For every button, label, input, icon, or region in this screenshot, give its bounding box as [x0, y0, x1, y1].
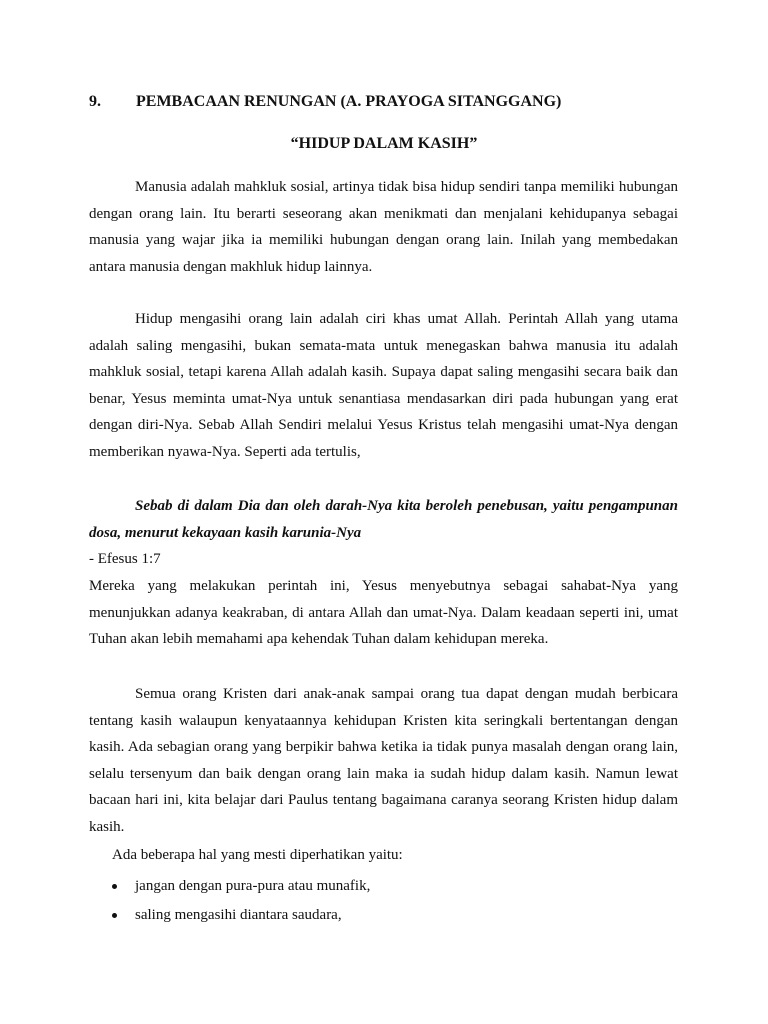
- bible-quote: Sebab di dalam Dia dan oleh darah-Nya kita beroleh penebusan, yaitu pengampunan dosa, menurut kekayaan kasih karunia-Nya: [89, 498, 678, 541]
- bible-reference: - Efesus 1:7: [89, 551, 161, 567]
- paragraph-4: Semua orang Kristen dari anak-anak sampai orang tua dapat dengan mudah berbicara tentang kasih walaupun kenyataannya kehidupan Kristen kita seringkali bertentangan dengan kasih. Ada sebagian orang yang berpikir bahwa ketika ia tidak punya masalah dengan orang lain, selalu tersenyum dan baik dengan orang lain maka ia sudah hidup dalam kasih. Namun lewat bacaan hari ini, kita belajar dari Paulus tentang bagaimana caranya seorang Kristen hidup dalam kasih.: [89, 686, 678, 835]
- section-number: 9.: [89, 93, 101, 110]
- bullet-icon: [112, 884, 117, 889]
- list-item: [112, 901, 370, 930]
- list-intro: Ada beberapa hal yang mesti diperhatikan yaitu:: [112, 847, 403, 863]
- paragraph-1: Manusia adalah mahkluk sosial, artinya tidak bisa hidup sendiri tanpa memiliki hubungan dengan orang lain. Itu berarti seseorang akan menikmati dan menjalani kehidupanya sebagai manusia yang wajar jika ia memiliki hubungan dengan orang lain. Inilah yang membedakan antara manusia dengan makhluk hidup lainnya.: [89, 179, 678, 275]
- list-item-text: jangan dengan pura-pura atau munafik,: [135, 878, 371, 894]
- bullet-icon: [112, 913, 117, 918]
- paragraph-2: Hidup mengasihi orang lain adalah ciri khas umat Allah. Perintah Allah yang utama adalah saling mengasihi, bukan semata-mata untuk menegaskan bahwa manusia itu adalah mahkluk sosial, tetapi karena Allah adalah kasih. Supaya dapat saling mengasihi secara baik dan benar, Yesus meminta umat-Nya untuk senantiasa mendasarkan diri pada hubungan yang erat dengan diri-Nya. Sebab Allah Sendiri melalui Yesus Kristus telah mengasihi umat-Nya dengan memberikan nyawa-Nya. Seperti ada tertulis,: [89, 311, 678, 460]
- list-item: [112, 872, 370, 901]
- sermon-title: “HIDUP DALAM KASIH”: [290, 135, 478, 152]
- list-item-text: saling mengasihi diantara saudara,: [135, 906, 342, 923]
- section-heading: [89, 93, 561, 111]
- paragraph-3: Mereka yang melakukan perintah ini, Yesus menyebutnya sebagai sahabat-Nya yang menunjukkan adanya keakraban, di antara Allah dan umat-Nya. Dalam keadaan seperti ini, umat Tuhan akan lebih memahami apa kehendak Tuhan dalam kehidupan mereka.: [89, 578, 678, 647]
- bullet-list: [112, 872, 370, 929]
- section-title: PEMBACAAN RENUNGAN (A. PRAYOGA SITANGGANG): [136, 93, 562, 110]
